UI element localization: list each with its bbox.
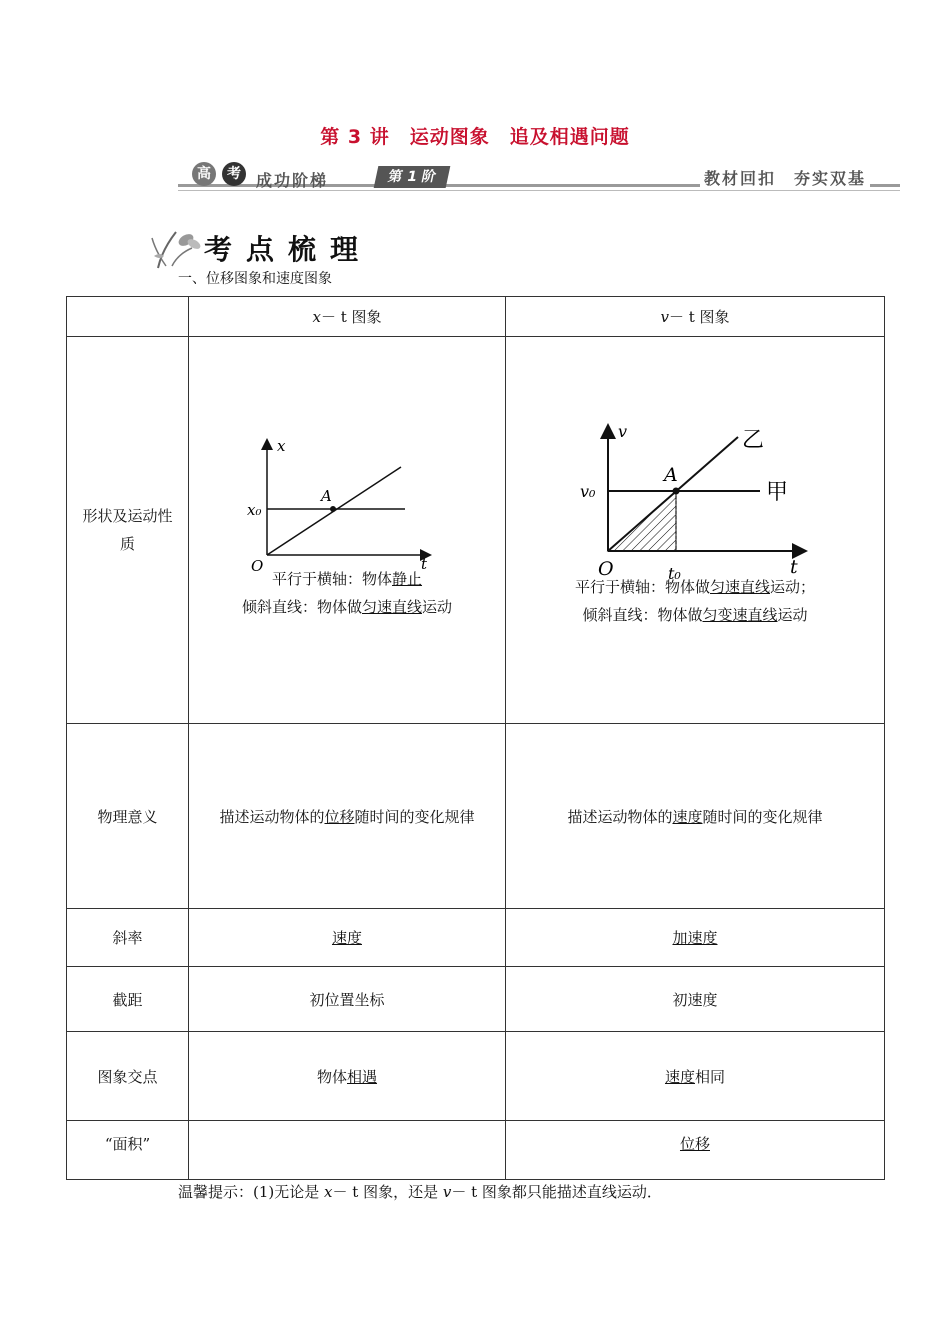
header-xt-var: x [312,308,321,326]
section-banner [178,162,900,196]
vt-caption-2-post: 运动 [777,606,808,624]
tip-note-var2: v [442,1183,452,1201]
xt-meaning-answer: 位移 [324,807,355,826]
table-row-shape [67,337,885,724]
xt-caption-1-pre: 平行于横轴：物体 [271,570,392,588]
xt-graph-cell [189,337,506,724]
xt-meaning [189,724,506,909]
banner-step: 成功阶梯 [256,171,329,190]
banner-circle-gao: 高 [192,162,216,186]
table-row-cross [67,1032,885,1121]
xt-origin-label: O [251,557,264,573]
vt-caption-1-pre: 平行于横轴：物体做 [574,578,710,596]
xt-slope-answer: 速度 [331,929,362,947]
xt-meaning-post: 随时间的变化规律 [354,807,475,826]
vt-graph [576,419,836,583]
vt-area [506,1121,885,1180]
header-vt-var: v [660,308,669,326]
vt-line-jia-label: 甲 [766,480,789,505]
vt-area-answer: 位移 [679,1135,710,1153]
table-row-intercept [67,967,885,1032]
xt-caption-2 [189,593,505,621]
vt-t0-label: t₀ [668,564,681,583]
table-row-slope [67,909,885,967]
vt-caption-2-pre: 倾斜直线：物体做 [582,606,703,624]
header-vt-text: － t 图象 [668,308,730,326]
xt-meaning-pre: 描述运动物体的 [219,807,325,826]
row-label-slope: 斜率 [67,909,189,967]
vt-origin-label: O [598,558,614,580]
table-row-area [67,1121,885,1180]
header-xt-text: － t 图象 [320,308,382,326]
banner-right-text: 教材回扣 夯实双基 [700,166,870,189]
xt-caption-2-pre: 倾斜直线：物体做 [241,598,362,616]
xt-caption-2-answer: 匀速直线 [361,598,422,616]
banner-circle-kao: 考 [222,162,246,186]
vt-caption-2-answer: 匀变速直线 [702,606,778,624]
xt-point-a [330,506,336,512]
plant-butterfly-icon [148,226,208,270]
vt-point-a [673,488,680,495]
tip-note-mid: － t 图象，还是 [332,1183,443,1201]
row-label-cross: 图象交点 [67,1032,189,1121]
vt-cross-answer: 速度 [664,1067,695,1086]
vt-meaning-answer: 速度 [672,807,703,826]
xt-y-label: x [277,437,286,455]
row-label-area: “面积” [67,1121,189,1180]
vt-slope-answer: 加速度 [672,929,718,947]
xt-intercept-label: x₀ [247,501,262,519]
vt-cross-post: 相同 [695,1067,726,1086]
header-vt [506,297,885,337]
tip-note-post: － t 图象都只能描述直线运动． [451,1183,662,1201]
vt-slope [506,909,885,967]
xt-cross-answer: 相遇 [347,1067,378,1086]
xt-caption-1 [189,565,505,593]
vt-graph-cell [506,337,885,724]
row-label-shape [67,337,189,724]
vt-y-label: v [618,422,628,441]
xt-area [189,1121,506,1180]
row-label-shape-text: 形状及运动性质 [82,507,173,553]
vt-caption-1 [506,573,884,601]
xt-graph [247,433,447,573]
vt-line-yi-label: 乙 [742,428,765,453]
tip-note-pre: 温馨提示：(1)无论是 [178,1183,325,1201]
xt-intercept: 初位置坐标 [189,967,506,1032]
tip-note-var1: x [324,1183,333,1201]
xt-slope [189,909,506,967]
vt-caption-1-post: 运动； [770,578,816,596]
vt-x-label: t [790,556,798,578]
banner-tag: 第 1 阶 [374,166,451,188]
header-xt [189,297,506,337]
vt-meaning [506,724,885,909]
vt-meaning-post: 随时间的变化规律 [702,807,823,826]
table-header-row [67,297,885,337]
comparison-table [66,296,885,1180]
xt-caption-2-post: 运动 [422,598,453,616]
vt-point-label: A [664,464,678,486]
row-label-meaning: 物理意义 [67,724,189,909]
xt-point-label: A [321,487,332,505]
vt-intercept-label: v₀ [580,482,596,501]
vt-caption-1-answer: 匀速直线 [709,578,770,596]
xt-caption-1-answer: 静止 [392,570,423,588]
section-heading-text: 考点梳理 [204,233,373,266]
vt-caption-2 [506,601,884,629]
xt-cross [189,1032,506,1121]
row-label-intercept: 截距 [67,967,189,1032]
vt-cross [506,1032,885,1121]
table-row-meaning [67,724,885,909]
vt-meaning-pre: 描述运动物体的 [567,807,673,826]
vt-intercept: 初速度 [506,967,885,1032]
xt-x-label: t [421,555,428,573]
xt-cross-pre: 物体 [316,1067,347,1086]
tip-note [178,1181,662,1202]
subheading: 一、位移图象和速度图象 [178,271,332,287]
header-empty-cell [67,297,189,337]
page-title: 第 3 讲 运动图象 追及相遇问题 [320,126,630,148]
